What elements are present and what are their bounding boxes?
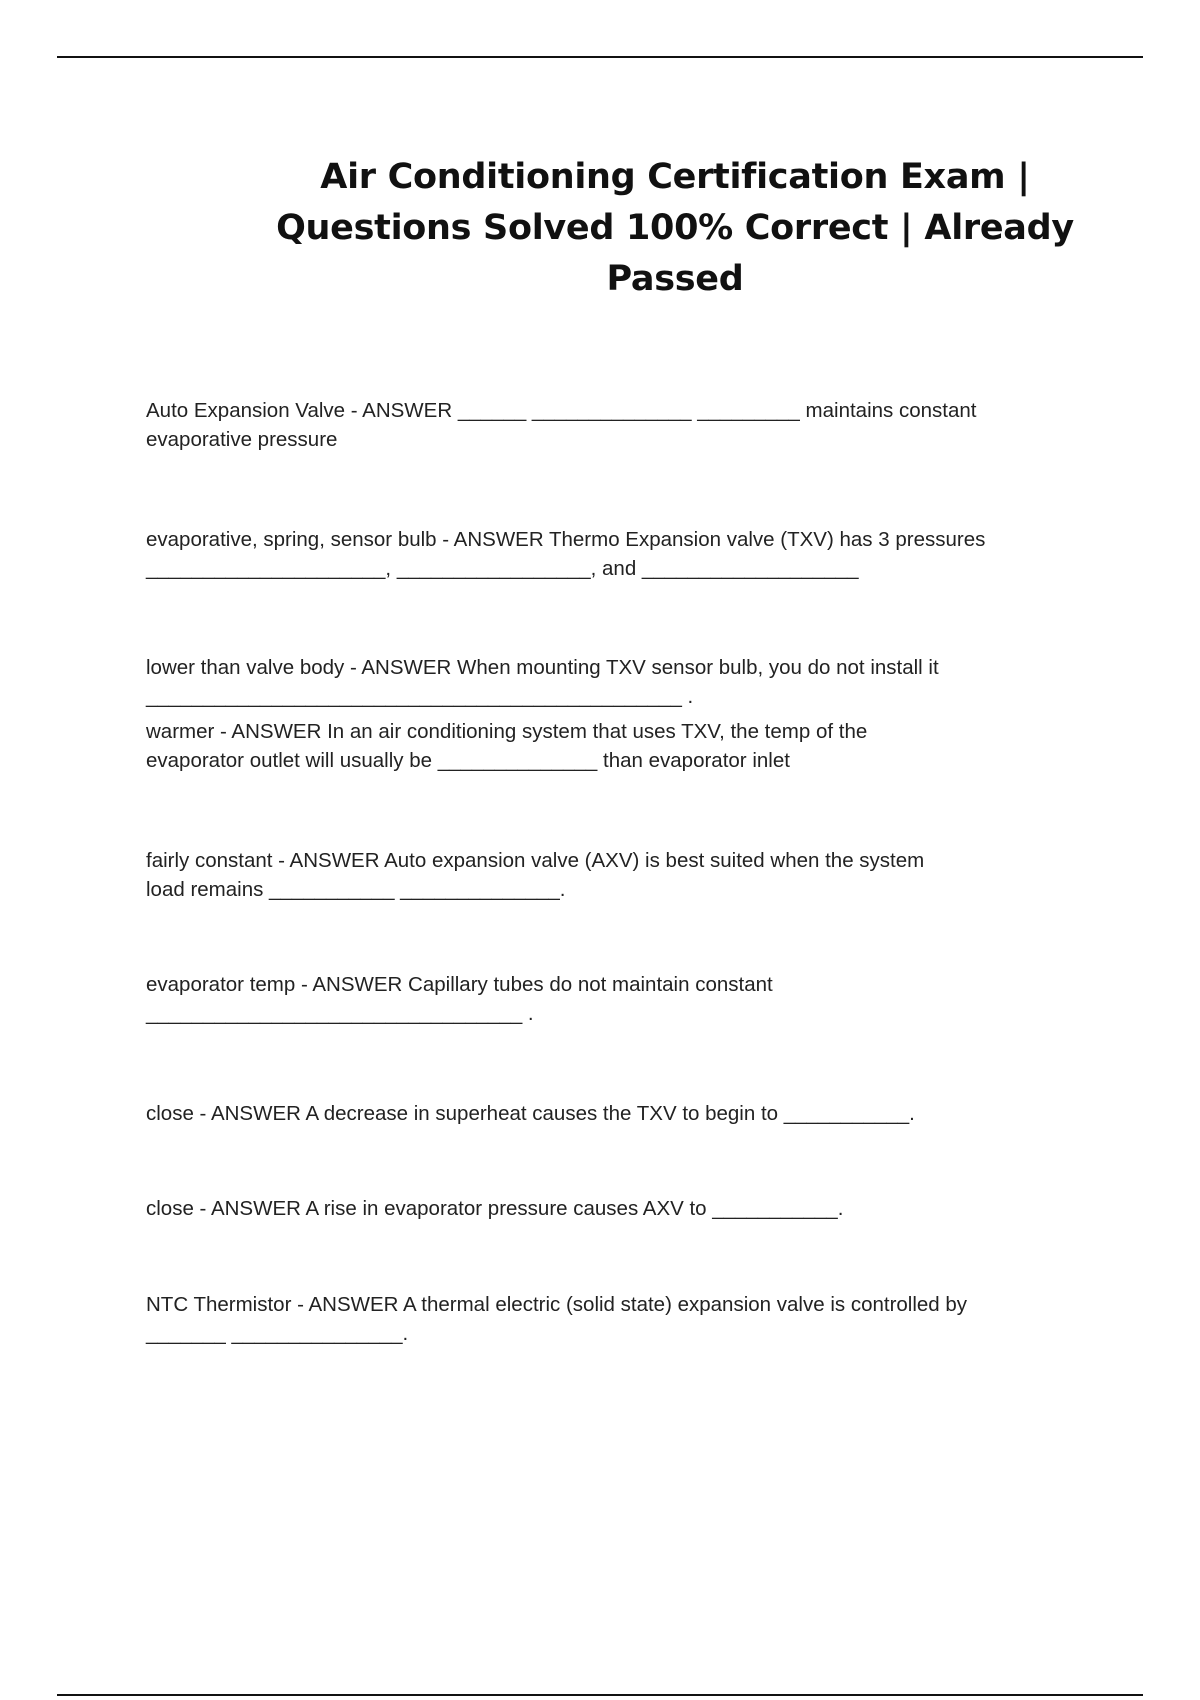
qa-line: NTC Thermistor - ANSWER A thermal electric (solid state) expansion valve is controlled by [146, 1293, 968, 1316]
footer-rule [57, 1694, 1143, 1696]
qa-entry-auto-expansion-valve [146, 396, 1046, 454]
qa-line: _____________________, _________________, and ___________________ [146, 557, 859, 580]
qa-line: _________________________________ . [146, 1002, 534, 1025]
qa-entry-evaporator-outlet-temp [146, 717, 1046, 775]
qa-entry-thermal-electric-valve [146, 1290, 1046, 1348]
qa-entry-axv-load [146, 846, 1046, 904]
qa-line: _______________________________________________ . [146, 685, 694, 708]
qa-line: evaporator temp - ANSWER Capillary tubes do not maintain constant [146, 973, 773, 996]
qa-line: evaporative pressure [146, 428, 338, 451]
qa-line: lower than valve body - ANSWER When mounting TXV sensor bulb, you do not install it [146, 656, 939, 679]
qa-line: _______ _______________. [146, 1322, 409, 1345]
qa-entry-txv-pressures [146, 525, 1046, 583]
qa-entry-capillary-tubes [146, 970, 1046, 1028]
title-line: Air Conditioning Certification Exam | [320, 157, 1030, 197]
qa-line: warmer - ANSWER In an air conditioning system that uses TXV, the temp of the [146, 720, 868, 743]
qa-line: close - ANSWER A decrease in superheat causes the TXV to begin to ___________. [146, 1102, 915, 1125]
title-line: Passed [606, 259, 744, 299]
qa-line: evaporator outlet will usually be ______________ than evaporator inlet [146, 749, 790, 772]
title-line: Questions Solved 100% Correct | Already [276, 208, 1074, 248]
qa-line: fairly constant - ANSWER Auto expansion valve (AXV) is best suited when the system [146, 849, 925, 872]
header-rule [57, 56, 1143, 58]
document-title [250, 152, 1100, 305]
qa-line: evaporative, spring, sensor bulb - ANSWER Thermo Expansion valve (TXV) has 3 pressures [146, 528, 986, 551]
qa-entry-sensor-bulb-mounting [146, 653, 1046, 711]
qa-entry-superheat-decrease [146, 1099, 1046, 1128]
qa-line: Auto Expansion Valve - ANSWER ______ ______________ _________ maintains constant [146, 399, 977, 422]
qa-entry-evaporator-pressure-rise [146, 1194, 1046, 1223]
qa-line: close - ANSWER A rise in evaporator pressure causes AXV to ___________. [146, 1197, 844, 1220]
qa-line: load remains ___________ ______________. [146, 878, 566, 901]
